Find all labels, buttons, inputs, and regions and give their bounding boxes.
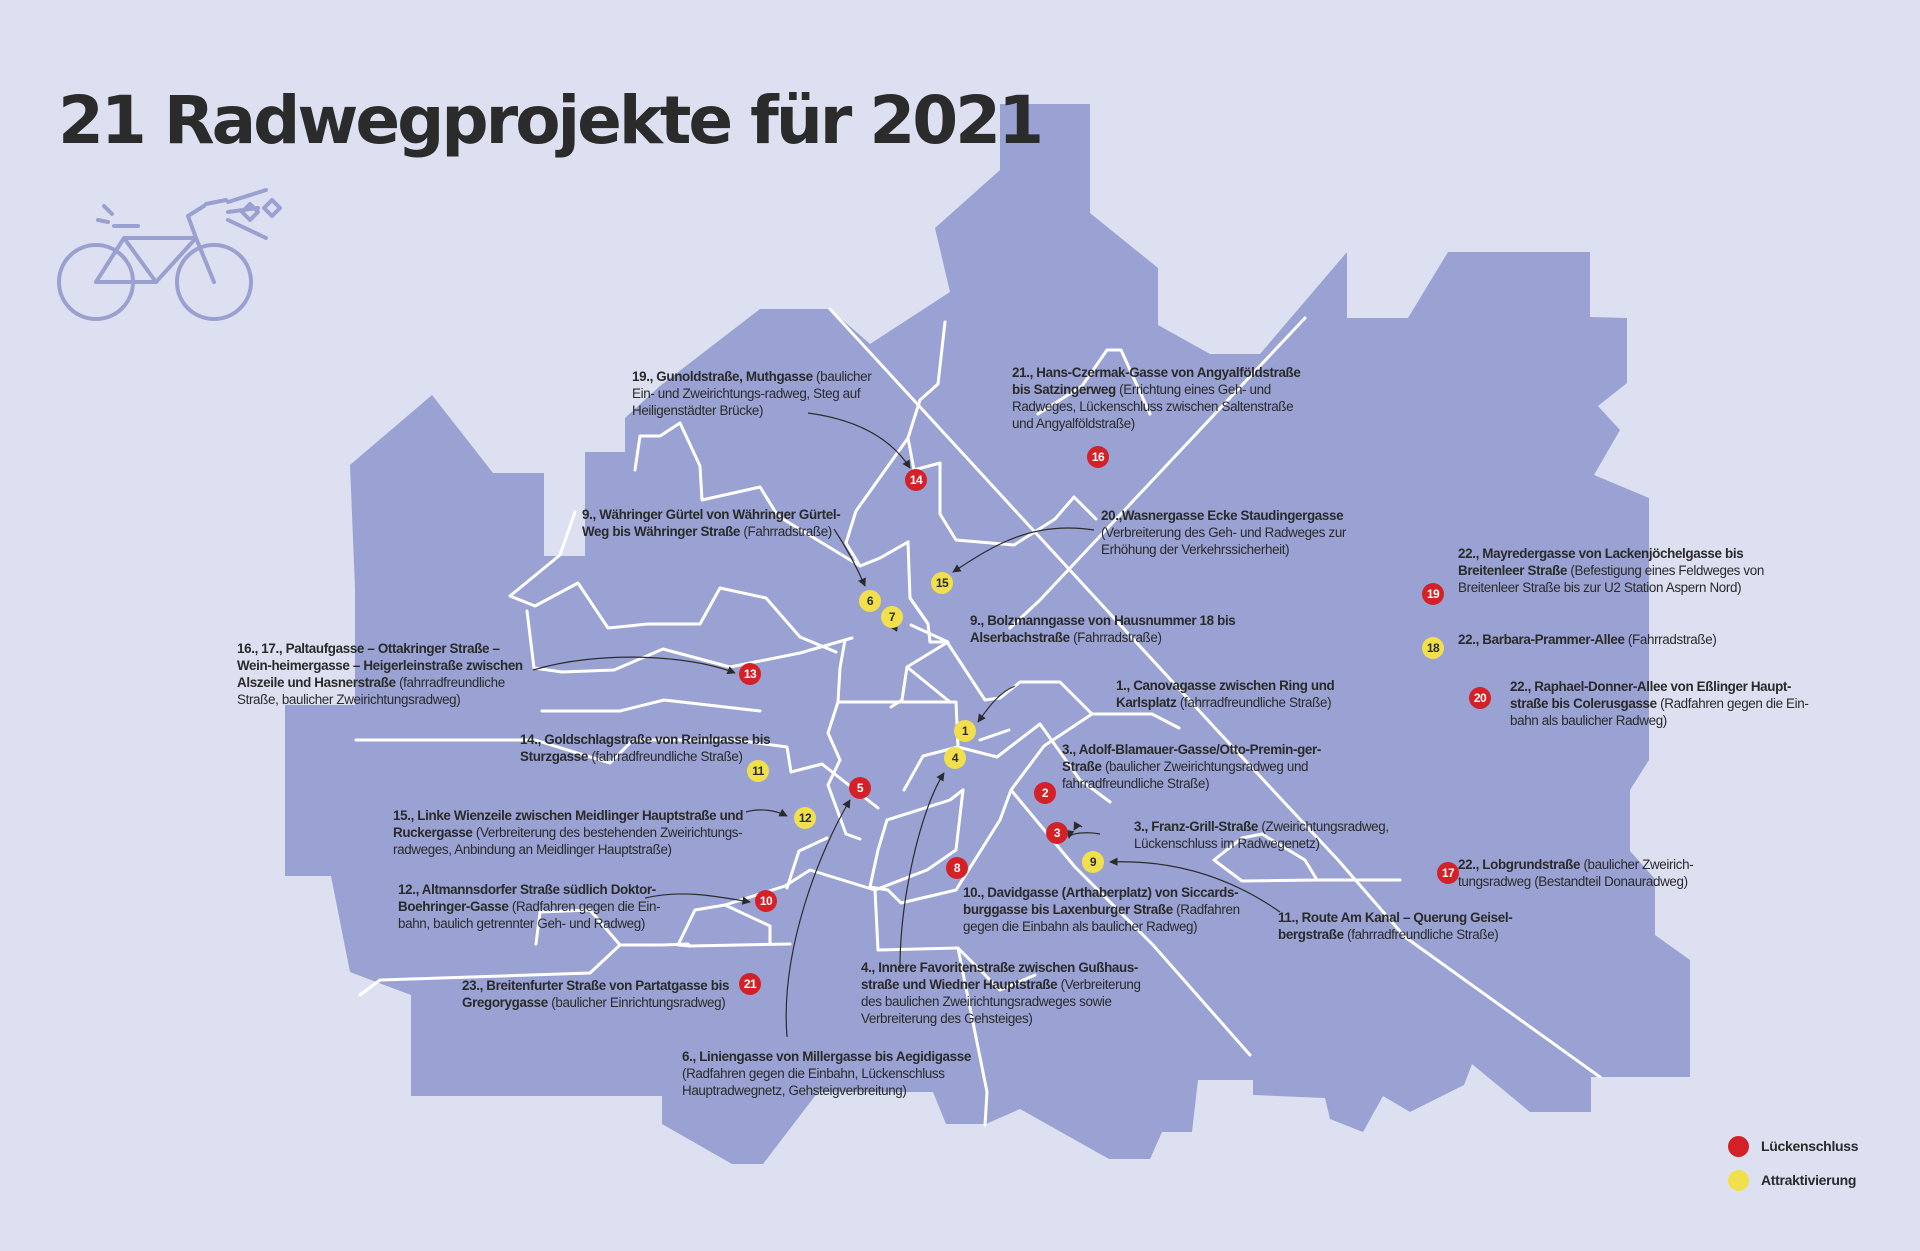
label-p9a: 9., Währinger Gürtel von Währinger Gürtel-Weg bis Währinger Straße (Fahrradstraße) — [582, 507, 841, 539]
project-marker[interactable]: 18 — [1422, 637, 1444, 659]
label-p9b: 9., Bolzmanngasse von Hausnummer 18 bis Alserbachstraße (Fahrradstraße) — [970, 613, 1236, 645]
label-p6: 6., Liniengasse von Millergasse bis Aegidigasse (Radfahren gegen die Einbahn, Lückenschluss Hauptradwegnetz, Gehsteigverbreitung) — [682, 1049, 971, 1098]
project-marker[interactable]: 19 — [1422, 583, 1444, 605]
project-marker[interactable]: 2 — [1034, 782, 1056, 804]
label-p3b: 3., Franz-Grill-Straße (Zweirichtungsradweg, Lückenschluss im Radwegenetz) — [1134, 819, 1389, 851]
project-marker[interactable]: 12 — [794, 807, 816, 829]
legend-item-attractiveness — [1728, 1163, 1858, 1197]
legend-item-gap-closure — [1728, 1129, 1858, 1163]
project-marker[interactable]: 14 — [905, 469, 927, 491]
bicycle-icon — [56, 186, 286, 331]
project-marker[interactable]: 15 — [931, 572, 953, 594]
label-p3a: 3., Adolf-Blamauer-Gasse/Otto-Premin-ger-Straße (baulicher Zweirichtungsradweg und fahrradfreundliche Straße) — [1062, 742, 1321, 791]
project-marker[interactable]: 6 — [859, 590, 881, 612]
label-p22b: 22., Barbara-Prammer-Allee (Fahrradstraße) — [1458, 632, 1717, 647]
legend-swatch — [1728, 1136, 1749, 1157]
project-marker[interactable]: 13 — [739, 663, 761, 685]
project-marker[interactable]: 7 — [881, 606, 903, 628]
project-marker[interactable]: 8 — [946, 857, 968, 879]
label-p14: 14., Goldschlagstraße von Reinlgasse bis Sturzgasse (fahrradfreundliche Straße) — [520, 732, 771, 764]
label-p22r: 22., Raphael-Donner-Allee von Eßlinger Haupt-straße bis Colerusgasse (Radfahren gegen die Ein-bahn als baulicher Radweg) — [1510, 679, 1809, 728]
label-p1: 1., Canovagasse zwischen Ring und Karlsplatz (fahrradfreundliche Straße) — [1116, 678, 1335, 710]
legend-label: Attraktivierung — [1761, 1172, 1857, 1188]
label-p22m: 22., Mayredergasse von Lackenjöchelgasse bis Breitenleer Straße (Befestigung eines Feldweges von Breitenleer Straße bis zur U2 Station Aspern Nord) — [1458, 546, 1764, 595]
label-p19: 19., Gunoldstraße, Muthgasse (baulicher Ein- und Zweirichtungs-radweg, Steg auf Heiligenstädter Brücke) — [632, 369, 872, 418]
project-marker[interactable]: 5 — [849, 777, 871, 799]
label-p10: 10., Davidgasse (Arthaberplatz) von Siccards-burggasse bis Laxenburger Straße (Radfahren gegen die Einbahn als baulicher Radweg) — [963, 885, 1240, 934]
project-marker[interactable]: 16 — [1087, 446, 1109, 468]
project-marker[interactable]: 3 — [1046, 822, 1068, 844]
project-marker[interactable]: 9 — [1082, 851, 1104, 873]
project-marker[interactable]: 20 — [1469, 687, 1491, 709]
label-p20w: 20.,Wasnergasse Ecke Staudingergasse (Verbreiterung des Geh- und Radweges zur Erhöhung der Verkehrssicherheit) — [1101, 508, 1347, 557]
project-marker[interactable]: 10 — [755, 890, 777, 912]
project-marker[interactable]: 21 — [739, 973, 761, 995]
label-p23: 23., Breitenfurter Straße von Partatgasse bis Gregorygasse (baulicher Einrichtungsradweg) — [462, 978, 730, 1010]
label-p12: 12., Altmannsdorfer Straße südlich Doktor-Boehringer-Gasse (Radfahren gegen die Ein-bahn, baulich getrennter Geh- und Radweg) — [398, 882, 661, 931]
label-p4: 4., Innere Favoritenstraße zwischen Gußhaus-straße und Wiedner Hauptstraße (Verbreiterung des baulichen Zweirichtungsradweges sowie Verbreiterung des Gehsteiges) — [861, 960, 1141, 1026]
page-title: 21 Radwegprojekte für 2021 — [58, 82, 1042, 159]
project-marker[interactable]: 17 — [1437, 862, 1459, 884]
legend-swatch — [1728, 1170, 1749, 1191]
project-marker[interactable]: 11 — [747, 760, 769, 782]
map-legend — [1728, 1129, 1858, 1197]
label-p11: 11., Route Am Kanal – Querung Geisel-bergstraße (fahrradfreundliche Straße) — [1278, 910, 1513, 942]
label-p16: 16., 17., Paltaufgasse – Ottakringer Straße – Wein-heimergasse – Heigerleinstraße zwischen Alszeile und Hasnerstraße (fahrradfreundliche Straße, baulicher Zweirichtungsradweg) — [237, 641, 523, 707]
legend-label: Lückenschluss — [1761, 1138, 1859, 1154]
project-marker[interactable]: 4 — [944, 747, 966, 769]
project-marker[interactable]: 1 — [954, 720, 976, 742]
label-p21: 21., Hans-Czermak-Gasse von Angyalföldstraße bis Satzingerweg (Errichtung eines Geh- und Radweges, Lückenschluss zwischen Saltenstraße und Angyalföldstraße) — [1012, 365, 1301, 431]
label-p22l: 22., Lobgrundstraße (baulicher Zweirich-tungsradweg (Bestandteil Donauradweg) — [1458, 857, 1694, 889]
label-p15: 15., Linke Wienzeile zwischen Meidlinger Hauptstraße und Ruckergasse (Verbreiterung des bestehenden Zweirichtungs-radweges, Anbindung an Meidlinger Hauptstraße) — [393, 808, 744, 857]
